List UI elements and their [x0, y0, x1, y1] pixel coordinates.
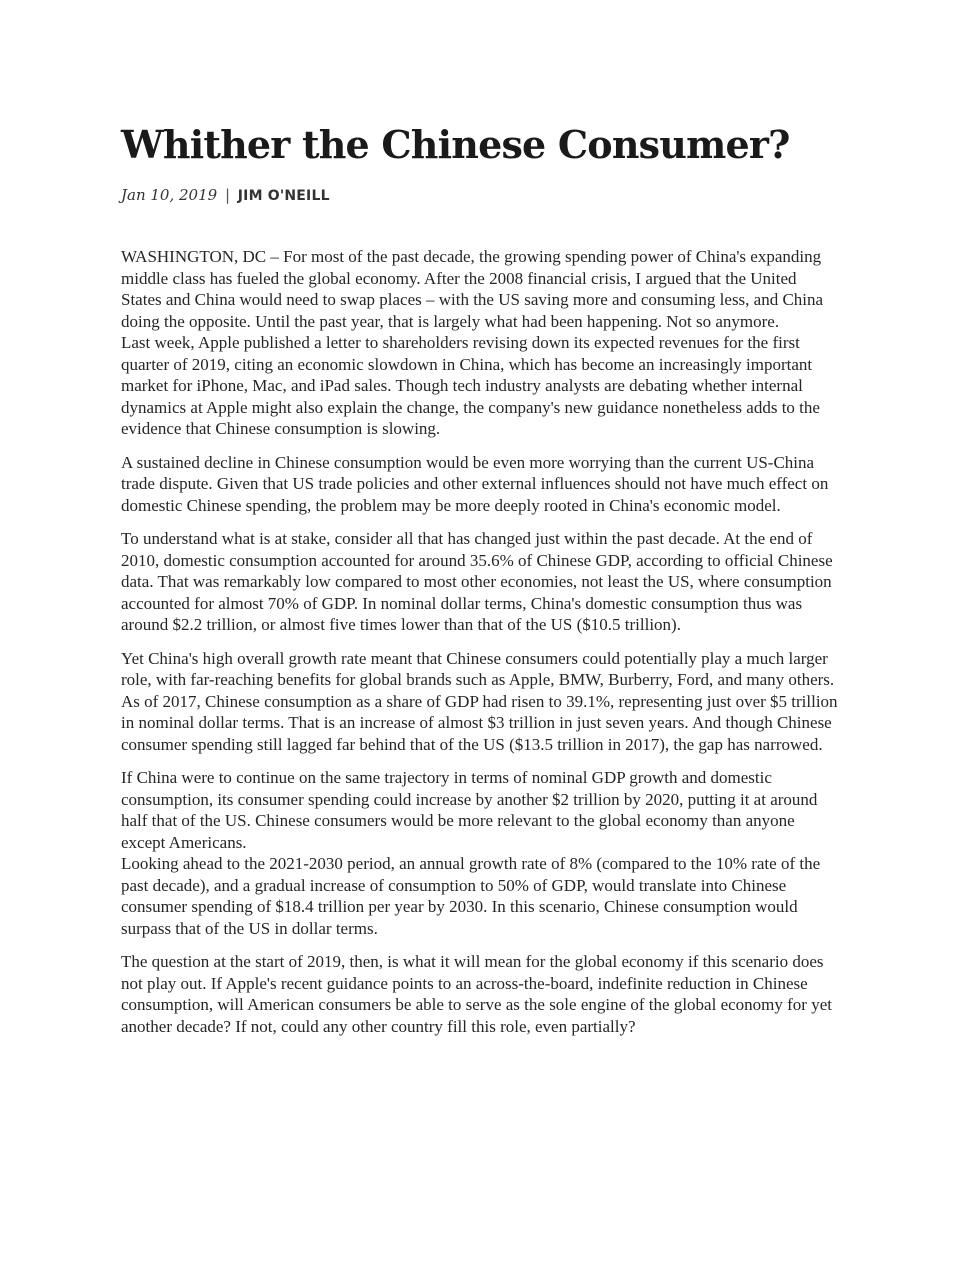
paragraph: If China were to continue on the same trajectory in terms of nominal GDP growth and domestic consumption, its consumer spending could increase by another $2 trillion by 2020, putting it at around half that of the US. Chinese consumers would be more relevant to the global economy than anyone except Americans. — [121, 768, 818, 852]
article-title: Whither the Chinese Consumer? — [121, 122, 790, 167]
paragraph: The question at the start of 2019, then, is what it will mean for the global economy if this scenario does not play out. If Apple's recent guidance points to an across-the-board, indefinite reduction in Chinese consumption, will American consumers be able to serve as the sole engine of the global economy for yet another decade? If not, could any other country fill this role, even partially? — [121, 952, 832, 1036]
paragraph: A sustained decline in Chinese consumption would be even more worrying than the current US-China trade dispute. Given that US trade policies and other external influences should not have much effect on domestic Chinese spending, the problem may be more deeply rooted in China's economic model. — [121, 452, 829, 515]
paragraph: Looking ahead to the 2021-2030 period, an annual growth rate of 8% (compared to the 10% rate of the past decade), and a gradual increase of consumption to 50% of GDP, would translate into Chinese consumer spending of $18.4 trillion per year by 2030. In this scenario, Chinese consumption would surpass that of the US in dollar terms. — [121, 854, 821, 938]
publish-date: Jan 10, 2019 — [121, 186, 218, 204]
paragraph: Last week, Apple published a letter to shareholders revising down its expected revenues for the first quarter of 2019, citing an economic slowdown in China, which has become an increasingly important market for iPhone, Mac, and iPad sales. Though tech industry analysts are debating whether internal dynamics at Apple might also explain the change, the company's new guidance nonetheless adds to the evidence that Chinese consumption is slowing. — [121, 333, 820, 438]
paragraph: WASHINGTON, DC – For most of the past decade, the growing spending power of China's expanding middle class has fueled the global economy. After the 2008 financial crisis, I argued that the United States and China would need to swap places – with the US saving more and consuming less, and China doing the opposite. Until the past year, that is largely what had been happening. Not so anymore. — [121, 247, 824, 331]
paragraph: Yet China's high overall growth rate meant that Chinese consumers could potentially play a much larger role, with far-reaching benefits for global brands such as Apple, BMW, Burberry, Ford, and many others. As of 2017, Chinese consumption as a share of GDP had risen to 39.1%, representing just over $5 trillion in nominal dollar terms. That is an increase of almost $3 trillion in just seven years. And though Chinese consumer spending still lagged far behind that of the US ($13.5 trillion in 2017), the gap has narrowed. — [121, 648, 838, 754]
byline — [121, 184, 330, 207]
paragraph: To understand what is at stake, consider all that has changed just within the past decade. At the end of 2010, domestic consumption accounted for around 35.6% of Chinese GDP, according to official Chinese data. That was remarkably low compared to most other economies, not least the US, where consumption accounted for almost 70% of GDP. In nominal dollar terms, China's domestic consumption thus was around $2.2 trillion, or almost five times lower than that of the US ($10.5 trillion). — [121, 529, 833, 634]
byline-separator: | — [224, 186, 230, 204]
article-body — [121, 246, 841, 1049]
author-name[interactable]: JIM O'NEILL — [237, 188, 330, 204]
